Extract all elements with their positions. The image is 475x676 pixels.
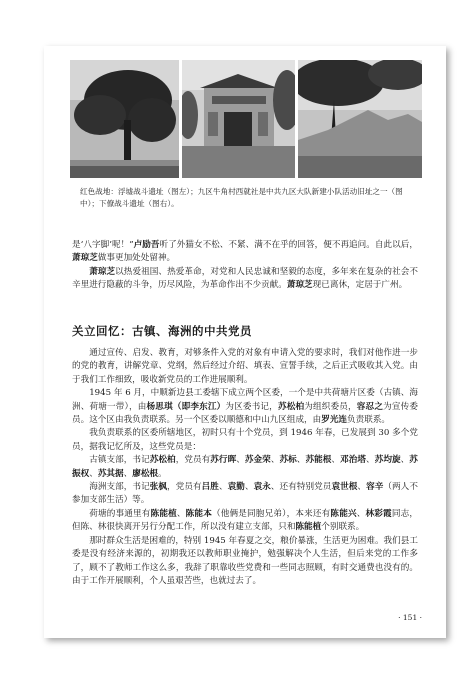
photo-strip [70,60,422,178]
photo-middle-ancestral-hall [182,60,295,178]
photo-left-battle-site [70,60,179,178]
body-main [72,347,418,588]
paragraph: 古镇支部，书记苏松柏，党员有苏行晖、苏金荣、苏标、苏能根、邓治塔、苏均旋、苏振权、苏其据、廖松根。 [72,455,418,479]
body-top [72,239,418,293]
paragraph: 萧琼芝以热爱祖国、热爱革命，对党和人民忠诚和坚毅的态度，多年来在复杂的社会不辛里进行隐蔽的斗争，历尽风险，为革命作出不少贡献。萧琼芝现已离休，定居于广州。 [72,266,418,291]
paragraph: 我负责联系的区委所辖地区，初时只有十个党员，到 1946 年春，已发展到 30 多个党员，据我记忆所及，这些党员是： [72,428,418,452]
photo-right-battle-site [298,60,422,178]
paragraph: 1945 年 6 月，中顺新边县工委辖下成立两个区委，一个是中共荷塘片区委（古镇、海洲、荷塘一带），由杨思琪（即李东江）为区委书记，苏松柏为组织委员，容忍之为宣传委员。这个区由我负责联系。另一个区委以顺德和中山九区组成，由罗光连负责联系。 [72,388,418,426]
paragraph: 海洲支部，书记张枫，党员有吕胜、袁勤、袁永、还有特别党员袁世根、容辛（两人不参加支部生活）等。 [72,482,418,506]
book-page [44,46,446,638]
page-number: · 151 · [398,613,422,622]
paragraph: 是‘八字脚’呢！”卢励吾听了外猫女不松、不紧、满不在乎的回答，便不再追问。自此以后，萧琼芝做事更加处处留神。 [72,240,418,264]
photo-caption: 红色战地：浮墟战斗遗址（图左）；九区牛角村西就社是中共九区大队新建小队活动旧址之一（图中）；下僚战斗遗址（图右）。 [80,187,403,208]
section-heading: 关立回忆：古镇、海洲的中共党员 [72,324,252,338]
paragraph: 通过宣传、启发、教育，对够条件入党的对象有申请入党的要求时，我们对他作进一步的党的教育，讲解党章、党纲，然后经过介绍、填表、宣誓手续，之后正式吸收其入党。由于我们工作细致，吸收新党员的工作进展顺利。 [72,348,418,385]
paragraph: 荷塘的事通里有陈能植、陈能本（他俩是同胞兄弟），本来还有陈能兴、林彩霞同志，但陈、林很快离开另行分配工作，所以没有建立支部，只和陈能植个别联系。 [72,508,418,533]
paragraph: 那时群众生活是困难的，特别 1945 年春夏之交，粮价暴涨，生活更为困难。我们县工委是没有经济来源的，初期我还以教师职业掩护，勉强解决个人生活，但后来党的工作多了，顾不了教师工作这么多，我辞了职靠收些党费和一些同志照顾，有时交通费也没有的。由于工作开展顺利，个人虽艰苦些，也就过去了。 [72,535,418,586]
